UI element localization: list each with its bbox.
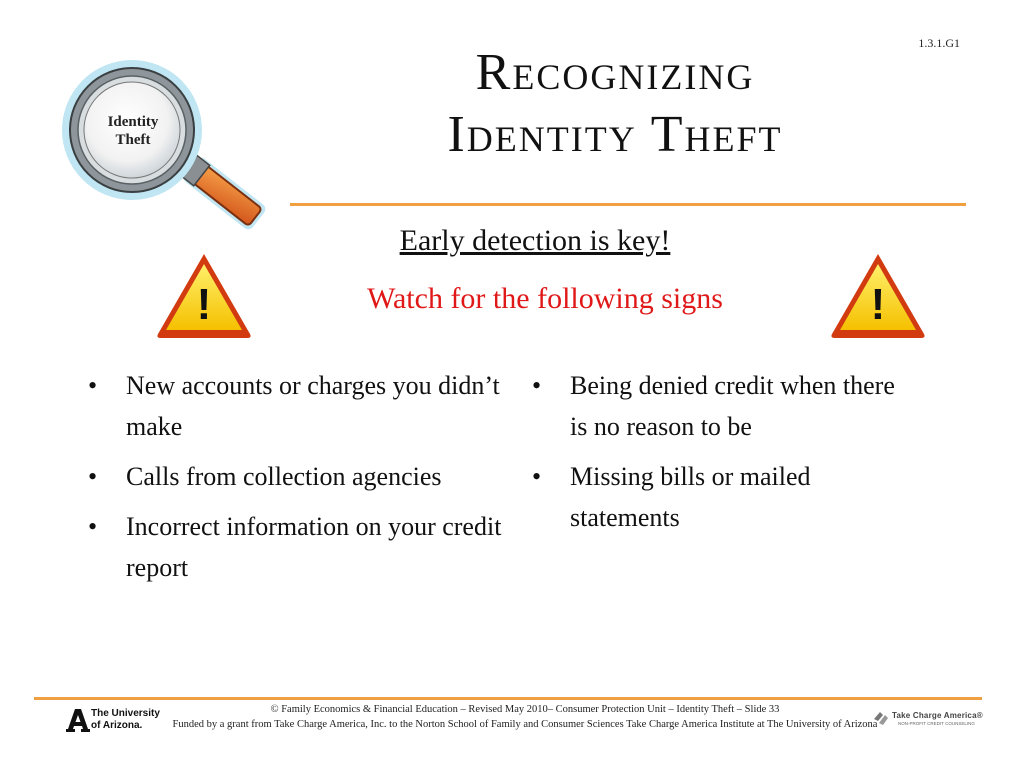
ua-logo-line2: of Arizona. (91, 720, 143, 731)
page-title (330, 42, 900, 166)
slide-code: 1.3.1.G1 (918, 36, 960, 50)
tca-logo-text: Take Charge America® (892, 711, 983, 720)
university-of-arizona-logo (66, 707, 166, 733)
warning-glyph: ! (196, 280, 212, 329)
warning-glyph: ! (870, 280, 886, 329)
bullet-dot: • (88, 371, 98, 400)
list-item-text: Missing bills or mailed statements (570, 462, 811, 532)
left-bullet-list (84, 365, 504, 597)
bullet-dot: • (88, 462, 98, 491)
ua-logo-line1: The University (91, 708, 160, 719)
list-item-text: Incorrect information on your credit report (126, 512, 502, 582)
subtitle: Early detection is key! (399, 224, 671, 257)
bullet-dot: • (88, 512, 98, 541)
bullet-dot: • (532, 371, 542, 400)
title-divider (290, 203, 966, 206)
ua-logo-text (91, 708, 160, 732)
tca-logo-subtext: NON-PROFIT CREDIT COUNSELING (898, 721, 975, 726)
tca-chevron-icon (872, 709, 892, 727)
footer-funding: Funded by a grant from Take Charge America, Inc. to the Norton School of Family and Consumer Sciences Take Charge America Institute at The University of Arizona (172, 719, 878, 730)
list-item (528, 456, 908, 538)
footer-copyright: © Family Economics & Financial Education – Revised May 2010– Consumer Protection Unit – Identity Theft – Slide 33 (270, 704, 780, 715)
list-item-text: New accounts or charges you didn’t make (126, 371, 500, 441)
list-item (528, 365, 908, 447)
ua-block-a-icon (66, 707, 90, 733)
list-item-text: Being denied credit when there is no reason to be (570, 371, 895, 441)
list-item-text: Calls from collection agencies (126, 462, 442, 491)
title-line1: Recognizing (475, 44, 755, 101)
bullet-dot: • (532, 462, 542, 491)
warning-triangle-icon (828, 250, 928, 340)
warning-triangle-icon (154, 250, 254, 340)
take-charge-america-logo (872, 706, 984, 732)
list-item (84, 506, 504, 588)
right-bullet-list (528, 365, 908, 547)
magnifier-label-line2: Theft (115, 132, 151, 148)
title-line2: Identity Theft (447, 106, 783, 163)
list-item (84, 456, 504, 497)
signs-heading: Watch for the following signs (367, 282, 723, 315)
list-item (84, 365, 504, 447)
footer-divider (34, 697, 982, 700)
magnifier-label (92, 113, 174, 149)
magnifier-label-line1: Identity (107, 114, 159, 130)
